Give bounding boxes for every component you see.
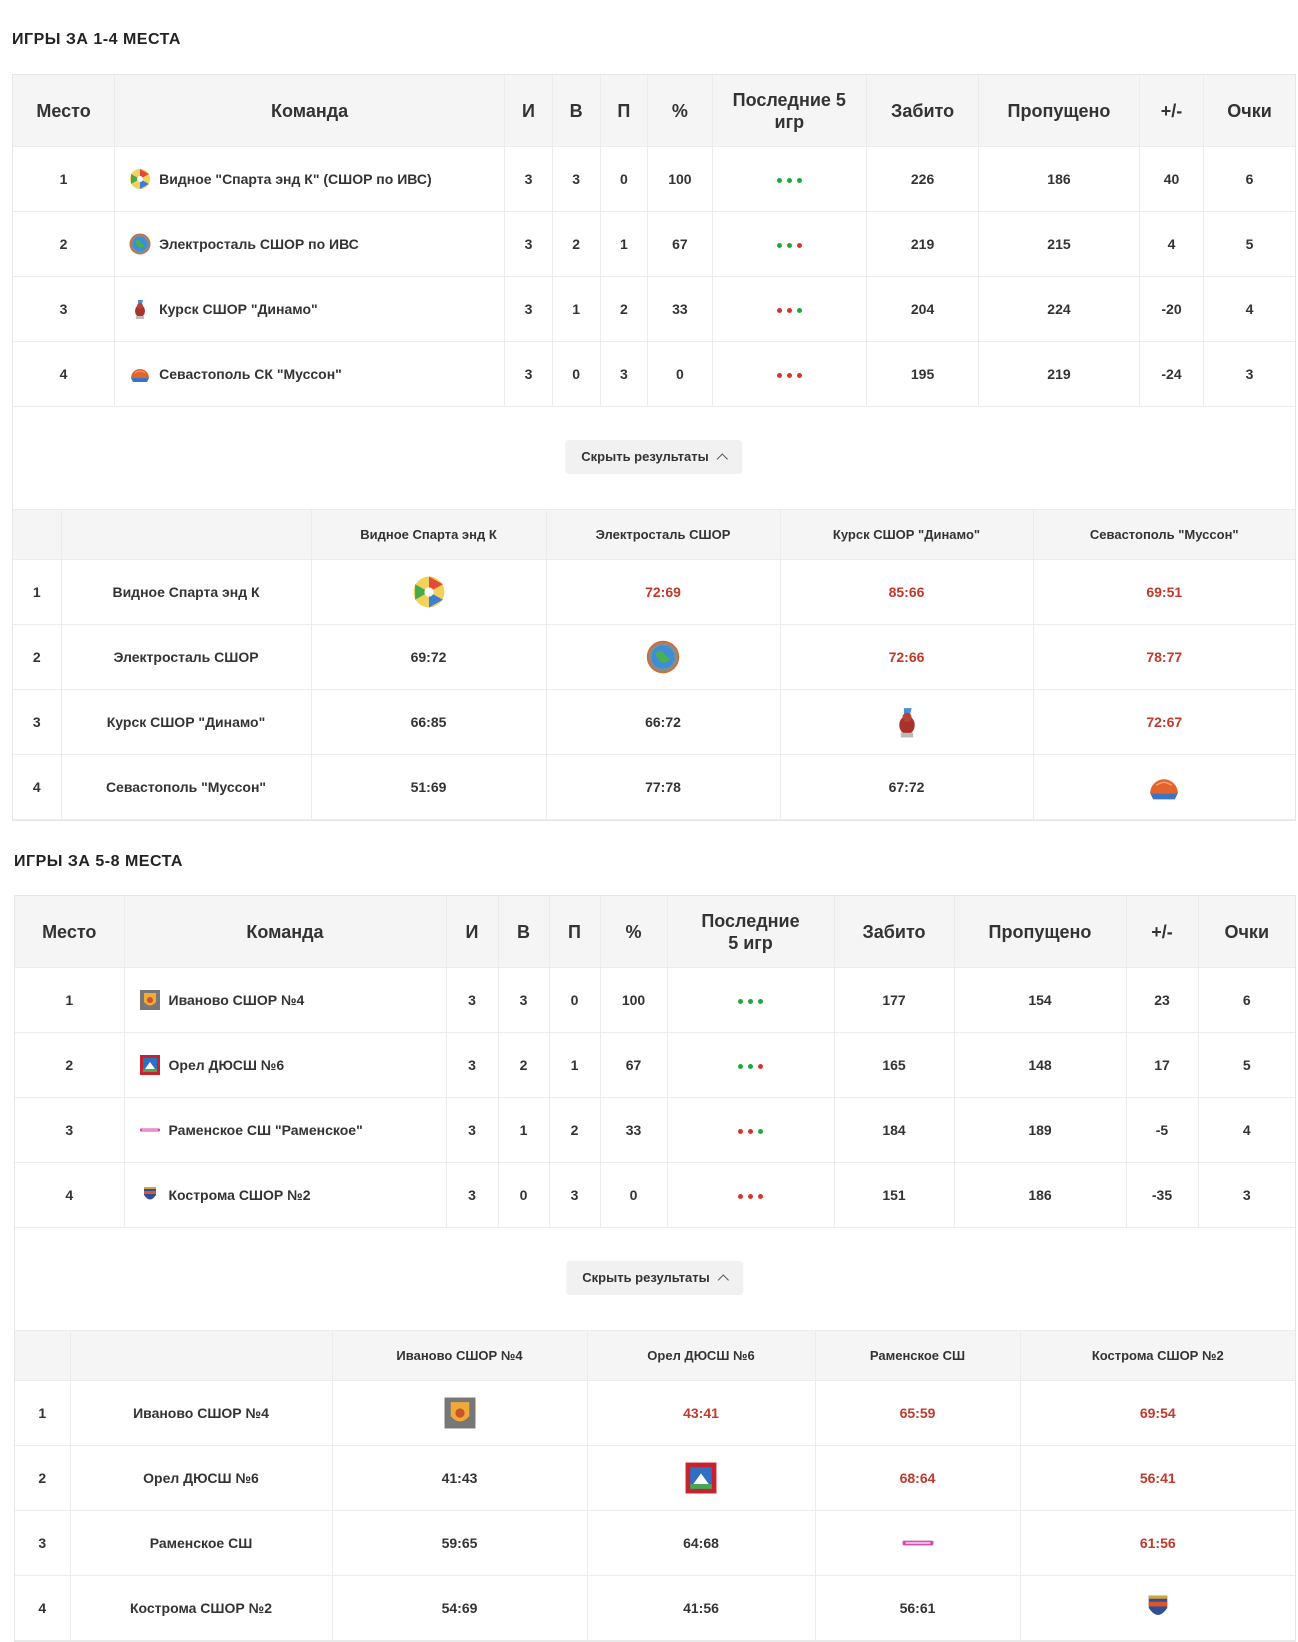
score-cell[interactable]: 43:41 xyxy=(587,1381,815,1446)
wins-cell: 2 xyxy=(498,1033,549,1098)
col-wins[interactable]: В xyxy=(552,75,600,147)
hide-results-label: Скрыть результаты xyxy=(582,1270,710,1285)
grid-row-num: 1 xyxy=(13,560,61,625)
loss-dot xyxy=(777,308,782,313)
col-allowed[interactable]: Пропущено xyxy=(979,75,1140,147)
loss-dot xyxy=(748,1194,753,1199)
win-dot xyxy=(797,178,802,183)
score-cell[interactable]: 56:61 xyxy=(815,1576,1020,1641)
last-games-cell xyxy=(667,1033,834,1098)
standings-block-5-8 xyxy=(14,895,1296,1642)
percent-cell: 33 xyxy=(648,277,712,342)
team-cell[interactable] xyxy=(124,1033,446,1098)
win-dot xyxy=(738,1064,743,1069)
scored-cell: 165 xyxy=(834,1033,954,1098)
grid-col-header: Раменское СШ xyxy=(815,1331,1020,1381)
loss-dot xyxy=(787,373,792,378)
scored-cell: 219 xyxy=(867,212,979,277)
team-name: Видное "Спарта энд К" (СШОР по ИВС) xyxy=(159,171,432,187)
grid-row xyxy=(13,690,1295,755)
col-points[interactable]: Очки xyxy=(1204,75,1295,147)
grid-col-header: Севастополь "Муссон" xyxy=(1033,510,1295,560)
sparta-logo-icon xyxy=(129,168,151,190)
orel-logo-icon xyxy=(139,1054,161,1076)
percent-cell: 100 xyxy=(600,968,667,1033)
wins-cell: 2 xyxy=(552,212,600,277)
last-games-cell xyxy=(712,212,867,277)
losses-cell: 2 xyxy=(600,277,648,342)
loss-dot xyxy=(777,373,782,378)
losses-cell: 3 xyxy=(549,1163,600,1228)
points-cell: 3 xyxy=(1204,342,1295,407)
col-games[interactable]: И xyxy=(446,896,498,968)
percent-cell: 100 xyxy=(648,147,712,212)
chevron-up-icon xyxy=(717,453,728,464)
col-diff[interactable]: +/- xyxy=(1126,896,1198,968)
grid-row-team[interactable]: Кострома СШОР №2 xyxy=(70,1576,332,1641)
grid-row xyxy=(15,1576,1295,1641)
percent-cell: 33 xyxy=(600,1098,667,1163)
grid-row-team[interactable]: Курск СШОР "Динамо" xyxy=(61,690,311,755)
grid-row xyxy=(15,1511,1295,1576)
col-place[interactable]: Место xyxy=(15,896,124,968)
score-cell[interactable]: 69:54 xyxy=(1020,1381,1295,1446)
table-row xyxy=(13,147,1295,212)
allowed-cell: 154 xyxy=(954,968,1126,1033)
wins-cell: 0 xyxy=(552,342,600,407)
grid-col-header: Курск СШОР "Динамо" xyxy=(780,510,1033,560)
standings-table-1-4 xyxy=(13,75,1295,407)
percent-cell: 0 xyxy=(648,342,712,407)
score-cell[interactable]: 85:66 xyxy=(780,560,1033,625)
team-cell[interactable] xyxy=(115,212,505,277)
games-cell: 3 xyxy=(505,212,553,277)
results-grid-5-8 xyxy=(15,1331,1295,1641)
grid-row-team[interactable]: Иваново СШОР №4 xyxy=(70,1381,332,1446)
grid-col-header: Кострома СШОР №2 xyxy=(1020,1331,1295,1381)
score-cell[interactable]: 78:77 xyxy=(1033,625,1295,690)
grid-self-cell xyxy=(1033,755,1295,820)
loss-dot xyxy=(797,243,802,248)
last-games-cell xyxy=(712,277,867,342)
scored-cell: 226 xyxy=(867,147,979,212)
win-dot xyxy=(738,999,743,1004)
table-row xyxy=(13,277,1295,342)
wins-cell: 3 xyxy=(552,147,600,212)
table-row xyxy=(15,1033,1295,1098)
win-dot xyxy=(758,1129,763,1134)
win-dot xyxy=(797,308,802,313)
allowed-cell: 189 xyxy=(954,1098,1126,1163)
team-name: Орел ДЮСШ №6 xyxy=(168,1057,285,1073)
col-scored[interactable]: Забито xyxy=(834,896,954,968)
table-row xyxy=(13,212,1295,277)
last-games-cell xyxy=(667,1163,834,1228)
grid-self-cell xyxy=(587,1446,815,1511)
losses-cell: 0 xyxy=(549,968,600,1033)
results-toggle-zone xyxy=(13,407,1295,510)
col-last-games[interactable]: Последние 5 игр xyxy=(712,75,867,147)
grid-row-num: 1 xyxy=(15,1381,70,1446)
table-row xyxy=(15,1098,1295,1163)
grid-self-cell xyxy=(815,1511,1020,1576)
games-cell: 3 xyxy=(446,1098,498,1163)
diff-cell: 4 xyxy=(1139,212,1203,277)
musson-logo-icon xyxy=(129,363,151,385)
col-place[interactable]: Место xyxy=(13,75,115,147)
grid-row xyxy=(15,1381,1295,1446)
grid-row-num: 2 xyxy=(15,1446,70,1511)
score-cell[interactable]: 41:56 xyxy=(587,1576,815,1641)
grid-row-team[interactable]: Раменское СШ xyxy=(70,1511,332,1576)
col-losses[interactable]: П xyxy=(549,896,600,968)
results-toggle-zone xyxy=(15,1228,1295,1331)
grid-col-header: Иваново СШОР №4 xyxy=(332,1331,587,1381)
loss-dot xyxy=(738,1129,743,1134)
wins-cell: 3 xyxy=(498,968,549,1033)
hide-results-button[interactable] xyxy=(566,1261,743,1295)
results-grid-1-4 xyxy=(13,510,1295,820)
allowed-cell: 186 xyxy=(954,1163,1126,1228)
games-cell: 3 xyxy=(505,277,553,342)
col-team[interactable]: Команда xyxy=(124,896,446,968)
allowed-cell: 219 xyxy=(979,342,1140,407)
team-name: Иваново СШОР №4 xyxy=(168,992,305,1008)
kursk-logo-icon xyxy=(890,705,924,739)
ramenskoe-logo-icon xyxy=(139,1119,161,1141)
win-dot xyxy=(777,243,782,248)
place-cell: 4 xyxy=(15,1163,124,1228)
col-last-games[interactable]: Последние 5 игр xyxy=(667,896,834,968)
losses-cell: 3 xyxy=(600,342,648,407)
score-cell[interactable]: 72:67 xyxy=(1033,690,1295,755)
team-cell[interactable] xyxy=(124,1098,446,1163)
score-cell[interactable]: 69:51 xyxy=(1033,560,1295,625)
col-percent[interactable]: % xyxy=(648,75,712,147)
loss-dot xyxy=(758,1064,763,1069)
diff-cell: -24 xyxy=(1139,342,1203,407)
diff-cell: 17 xyxy=(1126,1033,1198,1098)
wins-cell: 1 xyxy=(498,1098,549,1163)
scored-cell: 151 xyxy=(834,1163,954,1228)
grid-row-num: 2 xyxy=(13,625,61,690)
score-cell[interactable]: 61:56 xyxy=(1020,1511,1295,1576)
score-cell[interactable]: 41:43 xyxy=(332,1446,587,1511)
kursk-logo-icon xyxy=(129,298,151,320)
ivanovo-logo-icon xyxy=(443,1396,477,1430)
score-cell[interactable]: 54:69 xyxy=(332,1576,587,1641)
score-cell[interactable]: 66:72 xyxy=(546,690,780,755)
games-cell: 3 xyxy=(505,147,553,212)
loss-dot xyxy=(738,1194,743,1199)
table-row xyxy=(15,1163,1295,1228)
col-allowed[interactable]: Пропущено xyxy=(954,896,1126,968)
win-dot xyxy=(748,999,753,1004)
loss-dot xyxy=(758,1194,763,1199)
score-cell[interactable]: 64:68 xyxy=(587,1511,815,1576)
diff-cell: 40 xyxy=(1139,147,1203,212)
losses-cell: 1 xyxy=(600,212,648,277)
score-cell[interactable]: 51:69 xyxy=(311,755,546,820)
points-cell: 4 xyxy=(1198,1098,1295,1163)
col-points[interactable]: Очки xyxy=(1198,896,1295,968)
diff-cell: -35 xyxy=(1126,1163,1198,1228)
grid-row-team[interactable]: Севастополь "Муссон" xyxy=(61,755,311,820)
place-cell: 1 xyxy=(15,968,124,1033)
last-games-cell xyxy=(712,342,867,407)
place-cell: 2 xyxy=(13,212,115,277)
grid-col-header: Видное Спарта энд К xyxy=(311,510,546,560)
col-percent[interactable]: % xyxy=(600,896,667,968)
place-cell: 2 xyxy=(15,1033,124,1098)
score-cell[interactable]: 67:72 xyxy=(780,755,1033,820)
ramenskoe-logo-icon xyxy=(901,1526,935,1560)
grid-corner xyxy=(13,510,61,560)
scored-cell: 195 xyxy=(867,342,979,407)
loss-dot xyxy=(797,373,802,378)
hide-results-label: Скрыть результаты xyxy=(581,449,709,464)
win-dot xyxy=(787,178,792,183)
col-team[interactable]: Команда xyxy=(115,75,505,147)
loss-dot xyxy=(787,308,792,313)
table-row xyxy=(15,968,1295,1033)
grid-col-header: Электросталь СШОР xyxy=(546,510,780,560)
grid-self-cell xyxy=(546,625,780,690)
standings-header-row xyxy=(13,75,1295,147)
team-name: Кострома СШОР №2 xyxy=(168,1187,311,1203)
win-dot xyxy=(777,178,782,183)
team-name: Севастополь СК "Муссон" xyxy=(159,366,342,382)
team-name: Курск СШОР "Динамо" xyxy=(159,301,318,317)
kostroma-logo-icon xyxy=(139,1184,161,1206)
hide-results-button[interactable] xyxy=(565,440,742,474)
grid-row-team[interactable]: Видное Спарта энд К xyxy=(61,560,311,625)
grid-col-header: Орел ДЮСШ №6 xyxy=(587,1331,815,1381)
grid-corner xyxy=(61,510,311,560)
losses-cell: 0 xyxy=(600,147,648,212)
points-cell: 5 xyxy=(1204,212,1295,277)
diff-cell: -20 xyxy=(1139,277,1203,342)
allowed-cell: 148 xyxy=(954,1033,1126,1098)
team-cell[interactable] xyxy=(115,147,505,212)
team-cell[interactable] xyxy=(124,968,446,1033)
col-losses[interactable]: П xyxy=(600,75,648,147)
place-cell: 3 xyxy=(15,1098,124,1163)
team-cell[interactable] xyxy=(115,342,505,407)
wins-cell: 1 xyxy=(552,277,600,342)
last-games-cell xyxy=(712,147,867,212)
col-wins[interactable]: В xyxy=(498,896,549,968)
team-name: Электросталь СШОР по ИВС xyxy=(159,236,359,252)
win-dot xyxy=(758,999,763,1004)
score-cell[interactable]: 56:41 xyxy=(1020,1446,1295,1511)
score-cell[interactable]: 72:66 xyxy=(780,625,1033,690)
section-title-1-4: ИГРЫ ЗА 1-4 МЕСТА xyxy=(12,31,181,48)
grid-row xyxy=(13,560,1295,625)
scored-cell: 177 xyxy=(834,968,954,1033)
table-row xyxy=(13,342,1295,407)
grid-corner xyxy=(70,1331,332,1381)
win-dot xyxy=(748,1064,753,1069)
percent-cell: 67 xyxy=(600,1033,667,1098)
col-games[interactable]: И xyxy=(505,75,553,147)
win-dot xyxy=(787,243,792,248)
standings-header-row xyxy=(15,896,1295,968)
team-name: Раменское СШ "Раменское" xyxy=(168,1122,363,1138)
wins-cell: 0 xyxy=(498,1163,549,1228)
ivanovo-logo-icon xyxy=(139,989,161,1011)
musson-logo-icon xyxy=(1147,770,1181,804)
standings-table-5-8 xyxy=(15,896,1295,1228)
score-cell[interactable]: 66:85 xyxy=(311,690,546,755)
score-cell[interactable]: 72:69 xyxy=(546,560,780,625)
grid-self-cell xyxy=(1020,1576,1295,1641)
scored-cell: 204 xyxy=(867,277,979,342)
orel-logo-icon xyxy=(684,1461,718,1495)
col-diff[interactable]: +/- xyxy=(1139,75,1203,147)
scored-cell: 184 xyxy=(834,1098,954,1163)
team-cell[interactable] xyxy=(115,277,505,342)
grid-row xyxy=(13,625,1295,690)
elektrostal-logo-icon xyxy=(646,640,680,674)
col-scored[interactable]: Забито xyxy=(867,75,979,147)
games-cell: 3 xyxy=(505,342,553,407)
grid-self-cell xyxy=(311,560,546,625)
last-games-cell xyxy=(667,1098,834,1163)
grid-corner xyxy=(15,1331,70,1381)
section-title-5-8: ИГРЫ ЗА 5-8 МЕСТА xyxy=(14,853,183,870)
score-cell[interactable]: 59:65 xyxy=(332,1511,587,1576)
allowed-cell: 215 xyxy=(979,212,1140,277)
elektrostal-logo-icon xyxy=(129,233,151,255)
standings-block-1-4 xyxy=(12,74,1296,821)
games-cell: 3 xyxy=(446,1163,498,1228)
score-cell[interactable]: 68:64 xyxy=(815,1446,1020,1511)
place-cell: 4 xyxy=(13,342,115,407)
grid-row-num: 3 xyxy=(13,690,61,755)
allowed-cell: 186 xyxy=(979,147,1140,212)
grid-row xyxy=(15,1446,1295,1511)
grid-self-cell xyxy=(780,690,1033,755)
score-cell[interactable]: 69:72 xyxy=(311,625,546,690)
score-cell[interactable]: 65:59 xyxy=(815,1381,1020,1446)
games-cell: 3 xyxy=(446,1033,498,1098)
percent-cell: 67 xyxy=(648,212,712,277)
chevron-up-icon xyxy=(718,1274,729,1285)
diff-cell: 23 xyxy=(1126,968,1198,1033)
grid-row-num: 4 xyxy=(13,755,61,820)
grid-row-team[interactable]: Электросталь СШОР xyxy=(61,625,311,690)
points-cell: 5 xyxy=(1198,1033,1295,1098)
team-cell[interactable] xyxy=(124,1163,446,1228)
points-cell: 6 xyxy=(1198,968,1295,1033)
grid-row-num: 3 xyxy=(15,1511,70,1576)
points-cell: 6 xyxy=(1204,147,1295,212)
loss-dot xyxy=(748,1129,753,1134)
grid-header-row xyxy=(13,510,1295,560)
grid-self-cell xyxy=(332,1381,587,1446)
percent-cell: 0 xyxy=(600,1163,667,1228)
place-cell: 3 xyxy=(13,277,115,342)
points-cell: 3 xyxy=(1198,1163,1295,1228)
score-cell[interactable]: 77:78 xyxy=(546,755,780,820)
grid-header-row xyxy=(15,1331,1295,1381)
losses-cell: 2 xyxy=(549,1098,600,1163)
allowed-cell: 224 xyxy=(979,277,1140,342)
diff-cell: -5 xyxy=(1126,1098,1198,1163)
place-cell: 1 xyxy=(13,147,115,212)
grid-row-num: 4 xyxy=(15,1576,70,1641)
games-cell: 3 xyxy=(446,968,498,1033)
losses-cell: 1 xyxy=(549,1033,600,1098)
last-games-cell xyxy=(667,968,834,1033)
grid-row xyxy=(13,755,1295,820)
kostroma-logo-icon xyxy=(1141,1591,1175,1625)
sparta-logo-icon xyxy=(412,575,446,609)
points-cell: 4 xyxy=(1204,277,1295,342)
grid-row-team[interactable]: Орел ДЮСШ №6 xyxy=(70,1446,332,1511)
